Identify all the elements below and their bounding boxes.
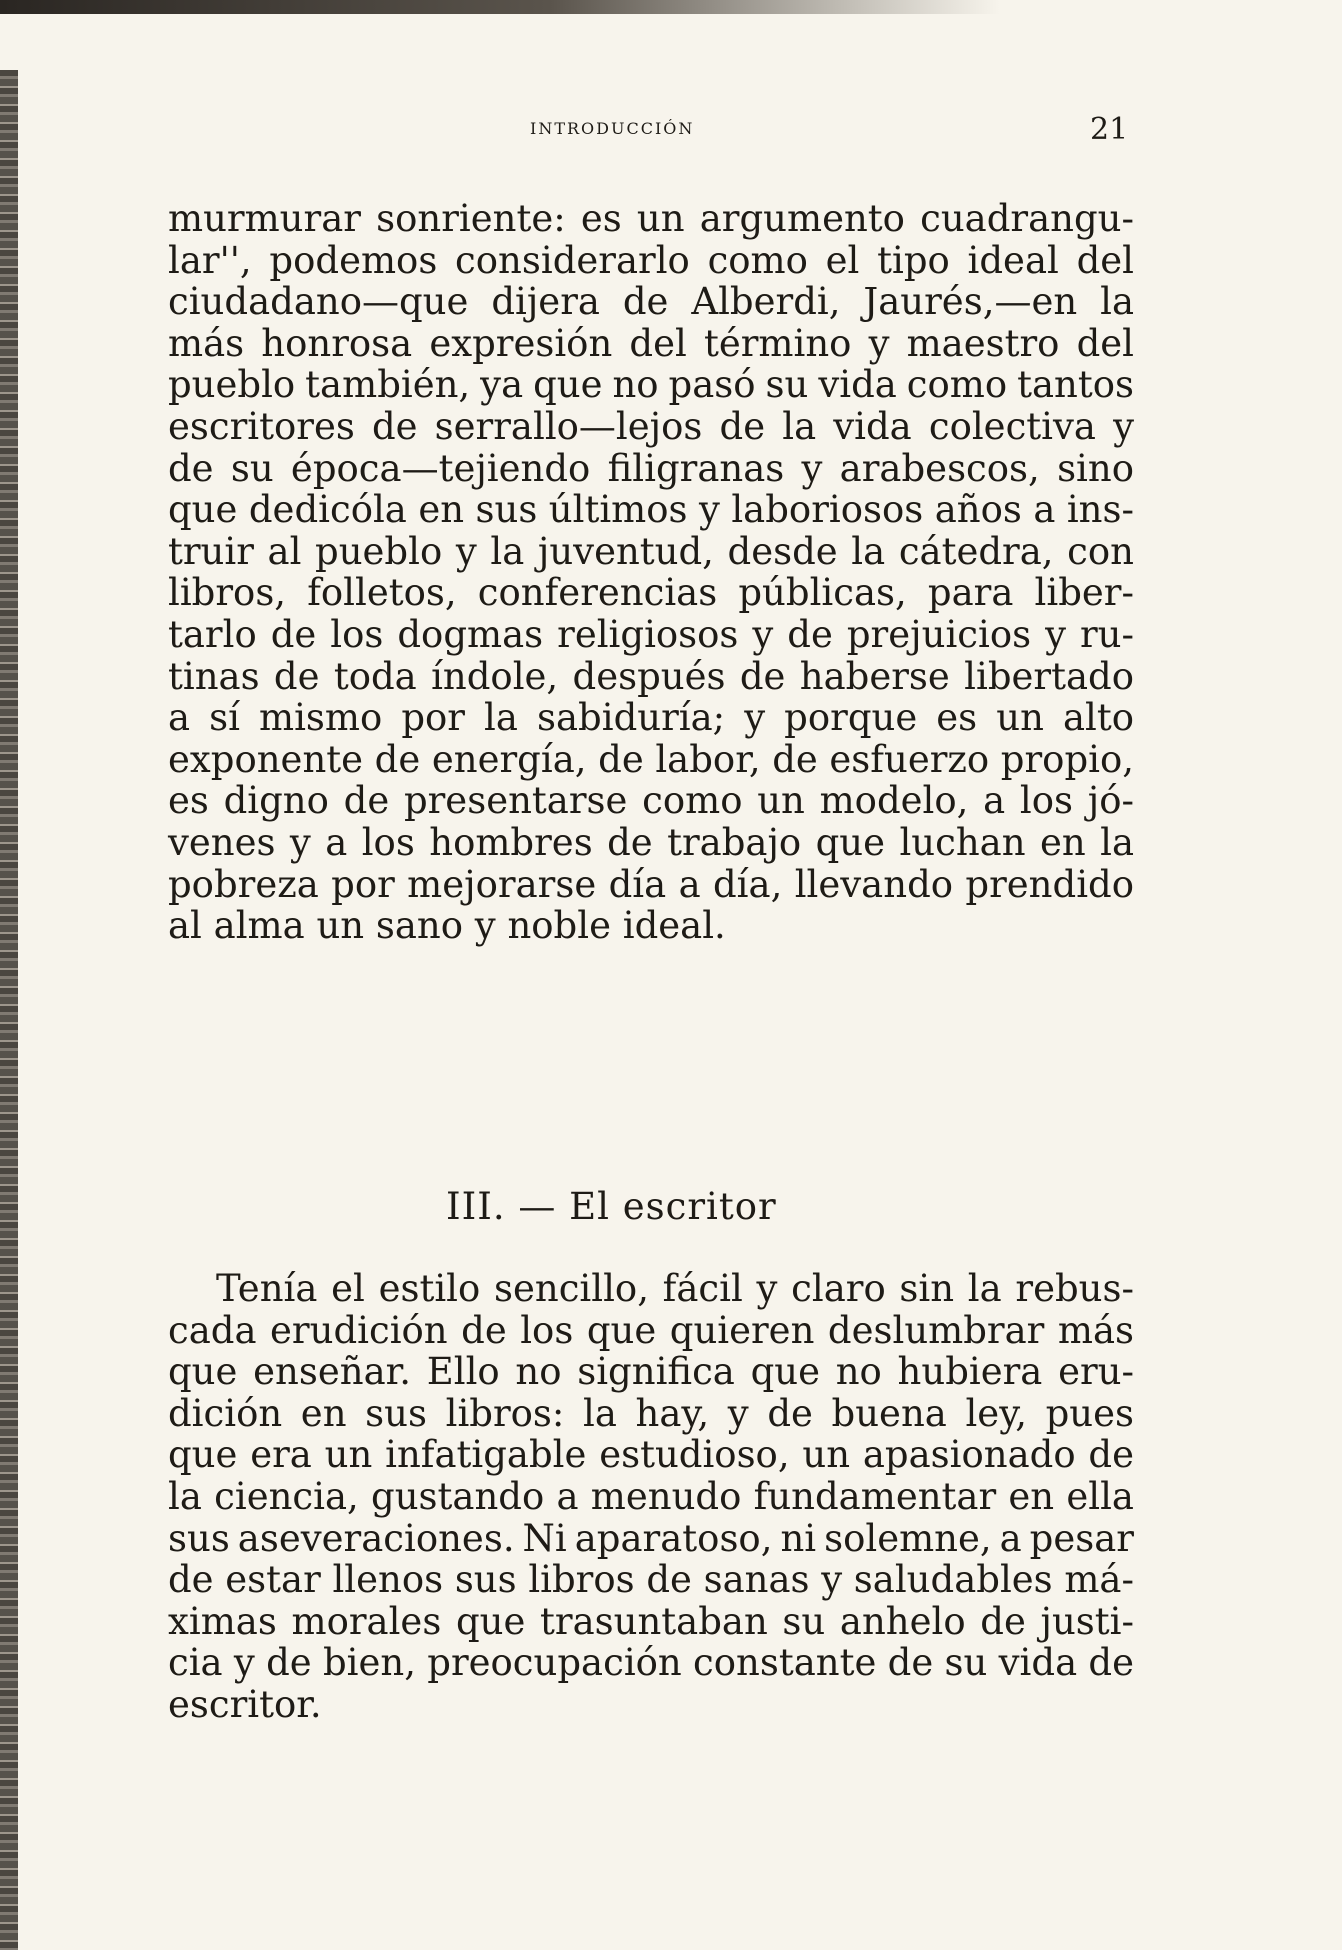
text-line: truir al pueblo y la juventud, desde la cátedra, con	[168, 529, 1134, 573]
text-line: que era un infatigable estudioso, un apasionado de	[168, 1433, 1134, 1477]
text-line: murmurar sonriente: es un argumento cuadrangu-	[168, 197, 1134, 240]
text-line: dición en sus libros: la hay, y de buena ley, pues	[168, 1391, 1134, 1435]
text-line: cada erudición de los que quieren deslumbrar más	[168, 1308, 1134, 1352]
text-line: Tenía el estilo sencillo, fácil y claro sin la rebus-	[216, 1267, 1134, 1310]
section-heading: III. — El escritor	[446, 1185, 777, 1228]
text-line: cia y de bien, preocupación constante de su vida de	[168, 1641, 1134, 1685]
text-line: pobreza por mejorarse día a día, llevando prendido	[168, 862, 1134, 906]
text-line: más honrosa expresión del término y maestro del	[168, 321, 1134, 365]
text-line: de estar llenos sus libros de sanas y saludables má-	[168, 1558, 1134, 1602]
text-line: al alma un sano y noble ideal.	[168, 904, 726, 948]
text-line: pueblo también, ya que no pasó su vida como tantos	[168, 363, 1134, 407]
running-head: introducción	[530, 114, 695, 140]
paragraph-1	[168, 198, 1134, 947]
text-line: tinas de toda índole, después de haberse libertado	[168, 654, 1134, 698]
text-line: sus aseveraciones. Ni aparatoso, ni solemne, a pesar	[168, 1516, 1134, 1560]
text-line: venes y a los hombres de trabajo que luchan en la	[168, 820, 1134, 864]
scan-top-shadow	[0, 0, 1000, 14]
text-line: escritores de serrallo—lejos de la vida colectiva y	[168, 404, 1134, 448]
text-line: es digno de presentarse como un modelo, a los jó-	[168, 779, 1134, 823]
text-line: exponente de energía, de labor, de esfuerzo propio,	[168, 737, 1134, 781]
text-line: que enseñar. Ello no significa que no hubiera eru-	[168, 1350, 1134, 1394]
text-line: de su época—tejiendo filigranas y arabescos, sino	[168, 446, 1134, 490]
text-line: la ciencia, gustando a menudo fundamentar en ella	[168, 1474, 1134, 1518]
text-line: que dedicóla en sus últimos y laboriosos años a ins-	[168, 488, 1134, 532]
text-line: escritor.	[168, 1682, 322, 1726]
text-line: ximas morales que trasuntaban su anhelo de justi-	[168, 1599, 1134, 1643]
scan-binding-edge	[0, 70, 18, 1950]
text-line: ciudadano—que dijera de Alberdi, Jaurés,—en la	[168, 280, 1134, 324]
paragraph-2	[168, 1268, 1134, 1726]
page-number: 21	[1090, 112, 1129, 147]
text-line: lar'', podemos considerarlo como el tipo ideal del	[168, 238, 1134, 282]
text-line: tarlo de los dogmas religiosos y de prejuicios y ru-	[168, 612, 1134, 656]
text-line: libros, folletos, conferencias públicas, para liber-	[168, 571, 1134, 615]
text-line: a sí mismo por la sabiduría; y porque es un alto	[168, 696, 1134, 740]
